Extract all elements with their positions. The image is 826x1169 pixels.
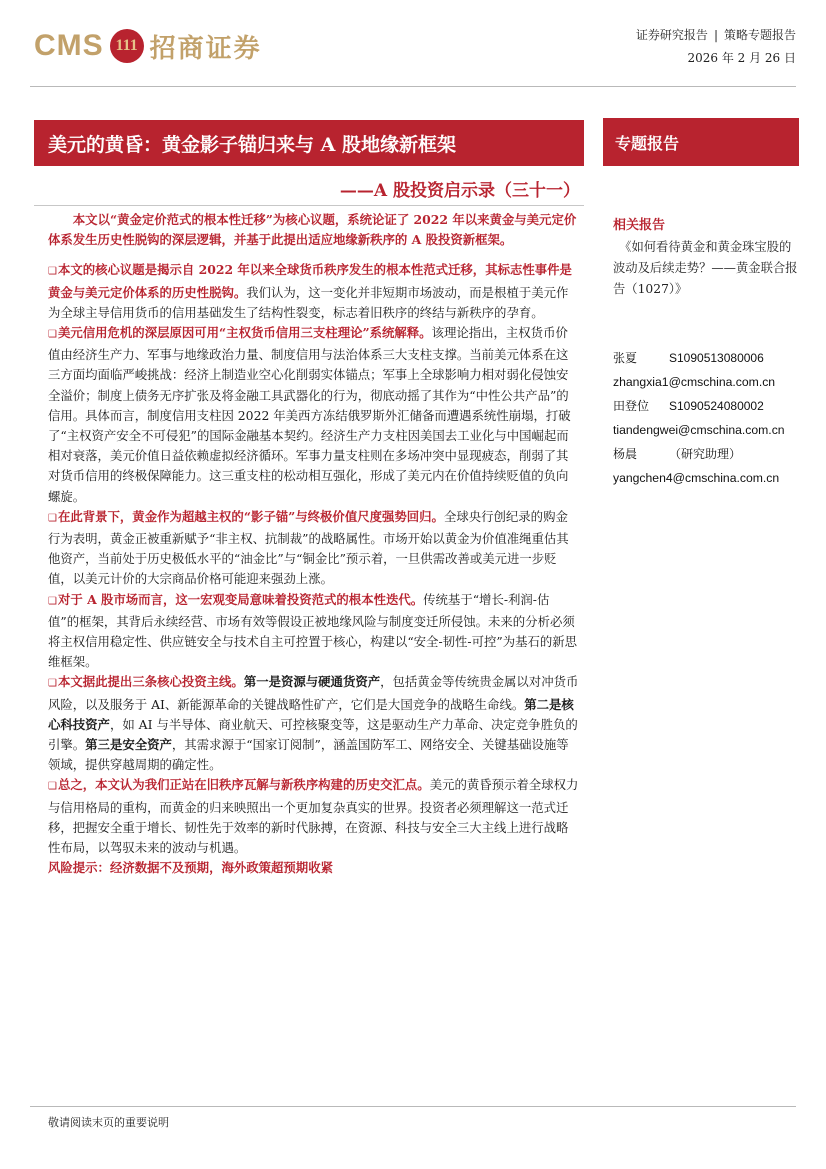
bullet-square-icon: ❑ [48, 781, 57, 793]
bullet-lead: 美元信用危机的深层原因可用“主权货币信用三支柱理论”系统解释。 [57, 325, 432, 341]
header-divider [30, 86, 796, 87]
analyst-name: 张夏 [613, 351, 638, 365]
related-report-link[interactable]: 《如何看待黄金和黄金珠宝股的波动及后续走势？——黄金联合报告（1027）》 [613, 240, 798, 296]
company-logo [34, 24, 262, 68]
analyst-id: S1090513080006 [669, 351, 764, 365]
bullet-body: 该理论指出，主权货币价值由经济生产力、军事与地缘政治力量、制度信用与法治体系三大支柱支撑。当前美元体系在这三方面均面临严峻挑战：经济上制造业空心化削弱实体锚点；军事上全球影响力相对弱化侵蚀安全溢价；制度上债务无序扩张及将金融工具武器化的行为，彻底动摇了其作为“中性公共产品”的信用。具体而言，制度信用支柱因 2022 年美西方冻结俄罗斯外汇储备而遭遇系统性崩塌，打破了“主权资产安全不可侵犯”的国际金融基本契约。经济生产力支柱因美国去工业化与中国崛起而相对衰落，美元价值日益依赖虚拟经济循环。军事力量支柱则在多场冲突中显现疲态，削弱了其对货币信用的终极保障能力。这三重支柱的松动相互强化，形成了美元内在价值持续贬值的负向螺旋。 [48, 325, 571, 504]
bullet-paragraph [48, 775, 580, 858]
report-type: 证券研究报告 [635, 28, 708, 42]
analyst-email[interactable]: yangchen4@cmschina.com.cn [613, 471, 780, 485]
bullet-lead: 本文据此提出三条核心投资主线。 [57, 674, 244, 690]
report-date: 2026 年 2 月 26 日 [687, 51, 796, 65]
main-line-3-desc: ，其需求源于“国家订阅制”，涵盖国防军工、网络安全、关键基础设施等领域，提供穿越周期的确定性。 [48, 737, 569, 773]
bullet-paragraph [48, 260, 580, 323]
header-separator: | [713, 28, 718, 42]
report-series: 策略专题报告 [723, 28, 796, 42]
analyst-list [613, 346, 803, 490]
main-line-1: 第一是资源与硬通货资产 [243, 674, 381, 690]
bullet-square-icon: ❑ [48, 329, 57, 341]
bullet-square-icon: ❑ [48, 512, 57, 524]
subtitle-divider [34, 205, 584, 206]
main-line-1-desc: ，包括黄金等传统贵金属以对冲货币风险，以及服务于 AI、新能源革命的关键战略性矿产，它们是大国竞争的战略生命线。 [48, 674, 579, 712]
report-title: 美元的黄昏：黄金影子锚归来与 A 股地缘新框架 [48, 133, 456, 156]
related-reports-title: 相关报告 [613, 218, 666, 233]
bullet-paragraph [48, 507, 580, 590]
analyst-row [613, 442, 803, 466]
analyst-name: 田登位 [613, 399, 650, 413]
analyst-email[interactable]: zhangxia1@cmschina.com.cn [613, 375, 776, 389]
bullet-lead: 本文的核心议题是揭示自 2022 年以来全球货币秩序发生的根本性范式迁移，其标志性事件是黄金与美元定价体系的历史性脱钩。 [48, 262, 572, 300]
bullet-paragraph [48, 323, 580, 507]
bullet-lead: 在此背景下，黄金作为超越主权的“影子锚”与终极价值尺度强势回归。 [57, 508, 444, 524]
analyst-role: （研究助理） [669, 447, 742, 461]
logo-cms-text: CMS [34, 29, 104, 62]
bullet-paragraph [48, 590, 580, 673]
bullet-lead: 总之，本文认为我们正站在旧秩序瓦解与新秩序构建的历史交汇点。 [57, 777, 430, 793]
related-reports [613, 214, 803, 300]
bullet-body: 我们认为，这一变化并非短期市场波动，而是根植于美元作为全球主导信用货币的信用基础发生了结构性裂变，标志着旧秩序的终结与新秩序的孕育。 [48, 284, 569, 320]
logo-emblem-icon: 111 [110, 29, 144, 63]
main-line-3: 第三是安全资产 [85, 737, 172, 753]
analyst-row [613, 346, 803, 370]
analyst-row [613, 394, 803, 418]
report-subtitle: ——A 股投资启示录（三十一） [339, 181, 580, 201]
report-title-bar [34, 120, 584, 166]
intro-paragraph: 本文以“黄金定价范式的根本性迁移”为核心议题，系统论证了 2022 年以来黄金与美元定价体系发生历史性脱钩的深层逻辑，并基于此提出适应地缘新秩序的 A 股投资新框架。 [48, 212, 577, 248]
summary-body [48, 210, 580, 891]
footer-disclaimer: 敬请阅读末页的重要说明 [48, 1116, 169, 1129]
report-category-label [603, 118, 799, 166]
bullet-square-icon: ❑ [48, 266, 57, 278]
bullet-square-icon: ❑ [48, 678, 57, 690]
report-category-text: 专题报告 [615, 133, 680, 153]
footer-divider [30, 1106, 796, 1107]
risk-warning: 风险提示：经济数据不及预期，海外政策超预期收紧 [48, 860, 333, 876]
bullet-body: 全球央行创纪录的购金行为表明，黄金正被重新赋予“非主权、抗制裁”的战略属性。市场开始以黄金为价值准绳重估其他资产，当前处于历史极低水平的“油金比”与“铜金比”预示着，一旦供需改善或美元进一步贬值，以美元计价的大宗商品价格可能迎来强劲上涨。 [48, 508, 569, 587]
bullet-paragraph [48, 672, 580, 775]
analyst-email[interactable]: tiandengwei@cmschina.com.cn [613, 423, 785, 437]
analyst-id: S1090524080002 [669, 399, 764, 413]
main-line-2: 第二是核心科技资产 [48, 696, 574, 732]
logo-chinese-name: 招商证券 [149, 33, 262, 64]
main-line-2-desc: ，如 AI 与半导体、商业航天、可控核聚变等，这是驱动生产力革命、决定竞争胜负的引擎。 [48, 716, 578, 753]
bullet-lead: 对于 A 股市场而言，这一宏观变局意味着投资范式的根本性迭代。 [57, 591, 424, 607]
analyst-name: 杨晨 [613, 447, 638, 461]
report-header-info [636, 26, 796, 66]
bullet-body: 美元的黄昏预示着全球权力与信用格局的重构，而黄金的归来映照出一个更加复杂真实的世界。投资者必须理解这一范式迁移，把握安全重于增长、韧性先于效率的新时代脉搏，在资源、科技与安全三大主线上进行战略性布局，以驾驭未来的波动与机遇。 [48, 777, 579, 856]
bullet-body: 传统基于“增长-利润-估值”的框架，其背后永续经营、市场有效等假设正被地缘风险与制度变迁所侵蚀。未来的分析必须将主权信用稳定性、供应链安全与技术自主可控置于核心，构建以“安全-韧性-可控”为基石的新思维框架。 [48, 591, 578, 670]
bullet-square-icon: ❑ [48, 595, 57, 607]
